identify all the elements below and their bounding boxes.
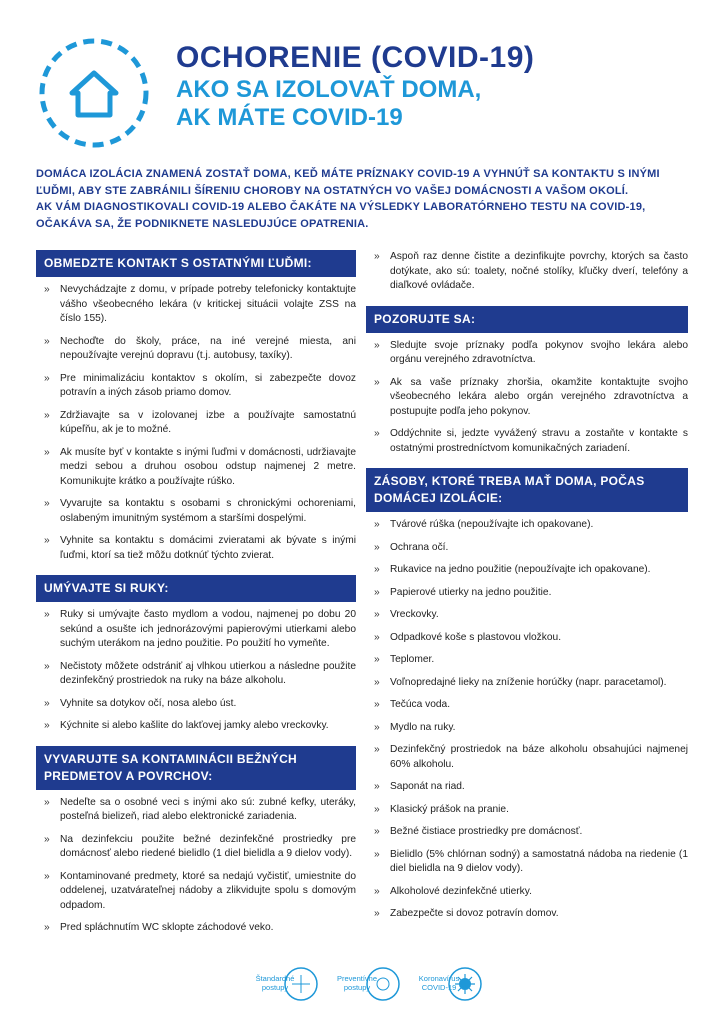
list-item: » Vyhnite sa dotykov očí, nosa alebo úst. [36,697,356,712]
list-item: » Zdržiavajte sa v izolovanej izbe a používajte samostatnú kúpeľňu, ak je to možné. [36,409,356,438]
list-item: » Ak sa vaše príznaky zhoršia, okamžite kontaktujte svojho všeobecného lekára alebo orgán verejného zdravotníctva a postupujte podľa jeho pokynov. [366,376,688,420]
intro [36,166,690,232]
list-item: » Bežné čistiace prostriedky pre domácnosť. [366,825,688,840]
section-heading: POZORUJTE SA: [366,306,688,333]
list-item: » Na dezinfekciu použite bežné dezinfekčné prostriedky pre domácnosť alebo riedené bielidlo (1 diel bielidla a 9 dielov vody). [36,833,356,862]
list-item: » Vreckovky. [366,608,688,623]
section-supplies [366,468,688,922]
footer-logo-label-line2: postupy [343,983,371,992]
list-item: » Dezinfekčný prostriedok na báze alkoholu obsahujúci najmenej 60% alkoholu. [366,743,688,772]
intro-paragraph: DOMÁCA IZOLÁCIA ZNAMENÁ ZOSTAŤ DOMA, KEĎ MÁTE PRÍZNAKY COVID-19 A VYHNÚŤ SA KONTAKTU S INÝMI ĽUĎMI, ABY STE ZABRÁNILI ŠÍRENIU CHOROBY NA OSTATNÝCH VO VAŠEJ DOMÁCNOSTI A VAŠOM OKOLÍ. [36,168,660,197]
list-item: » Tečúca voda. [366,698,688,713]
list-item: » Tvárové rúška (nepoužívajte ich opakovane). [366,518,688,533]
bullet-list [36,602,356,734]
list-item: » Teplomer. [366,653,688,668]
list-item: » Nechoďte do školy, práce, na iné verejné miesta, ani nepoužívajte verejnú dopravu (t.j. autobusy, taxíky). [36,335,356,364]
list-item: » Papierové utierky na jedno použitie. [366,586,688,601]
house-logo [36,35,152,151]
house-icon [36,35,152,151]
footer-logo-label [414,974,464,992]
page-subtitle-line2: AK MÁTE COVID-19 [176,104,403,131]
list-item: » Alkoholové dezinfekčné utierky. [366,885,688,900]
list-item: » Mydlo na ruky. [366,721,688,736]
bullet-list [366,333,688,457]
bullet-list [36,277,356,563]
bullet-list [366,512,688,922]
section-contamination-continued [366,250,688,294]
list-item: » Pred spláchnutím WC sklopte záchodové veko. [36,921,356,936]
title-block [176,40,696,132]
section-observe [366,306,688,457]
list-item: » Zabezpečte si dovoz potravín domov. [366,907,688,922]
footer-logo-covid [408,966,484,1002]
footer-logo-label-line2: postupy [261,983,289,992]
list-item: » Klasický prášok na pranie. [366,803,688,818]
list-item: » Odpadkové koše s plastovou vložkou. [366,631,688,646]
bullet-list [366,250,688,294]
list-item: » Ruky si umývajte často mydlom a vodou, najmenej po dobu 20 sekúnd a osušte ich jednorázovými papierovými utierkami alebo suchým uterákom na jedno použitie. Po použití ho vymeňte. [36,608,356,652]
page-title: OCHORENIE (COVID-19) [176,41,535,74]
list-item: » Pre minimalizáciu kontaktov s okolím, si zabezpečte dovoz potravín a iných zásob priamo domov. [36,372,356,401]
list-item: » Ochrana očí. [366,541,688,556]
list-item: » Kýchnite si alebo kašlite do lakťovej jamky alebo vreckovky. [36,719,356,734]
list-item: » Kontaminované predmety, ktoré sa nedajú vyčistiť, umiestnite do oddelenej, uzatvárateľnej nádoby a zlikvidujte spolu s domovým odpadom. [36,870,356,914]
list-item: » Nečistoty môžete odstrániť aj vlhkou utierkou a následne použite dezinfekčný prostriedok na ruky na báze alkoholu. [36,660,356,689]
footer-logos [244,966,484,1002]
list-item: » Ak musíte byť v kontakte s inými ľuďmi v domácnosti, udržiavajte medzi sebou a druhou osobou odstup najmenej 2 metre. Komunikujte krátko a používajte rúško. [36,446,356,490]
list-item: » Rukavice na jedno použitie (nepoužívajte ich opakovane). [366,563,688,578]
section-heading: ZÁSOBY, KTORÉ TREBA MAŤ DOMA, POČAS DOMÁCEJ IZOLÁCIE: [366,468,688,512]
page-subtitle-line1: AKO SA IZOLOVAŤ DOMA, [176,76,482,103]
list-item: » Oddýchnite si, jedzte vyvážený stravu a zostaňte v kontakte s ostatnými prostredníctvom komunikačných zariadení. [366,427,688,456]
footer-logo-label-line1: Štandardné [255,974,295,983]
list-item: » Voľnopredajné lieky na zníženie horúčky (napr. paracetamol). [366,676,688,691]
footer-logo-label [250,974,300,992]
footer-logo-preventive [326,966,402,1002]
section-contact [36,250,356,563]
list-item: » Vyvarujte sa kontaktu s osobami s chronickými ochoreniami, oslabeným imunitným systémom a staršími dospelými. [36,497,356,526]
list-item: » Nevychádzajte z domu, v prípade potreby telefonicky kontaktujte vášho všeobecného lekára (v kritickej situácii volajte ZSS na číslo 155). [36,283,356,327]
footer-logo-label-line1: Preventívne [336,974,378,983]
intro-paragraph: AK VÁM DIAGNOSTIKOVALI COVID-19 ALEBO ČAKÁTE NA VÝSLEDKY LABORATÓRNEHO TESTU NA COVID-19, OČAKÁVA SA, ŽE PODNIKNETE NASLEDUJÚCE OPATRENIA. [36,201,646,230]
section-heading: OBMEDZTE KONTAKT S OSTATNÝMI ĽUĎMI: [36,250,356,277]
footer-logo-label-line2: COVID-19 [421,983,457,992]
list-item: » Vyhnite sa kontaktu s domácimi zvieratami ak bývate s inými ľuďmi, ktorí sa tiež môžu dotknúť týchto zvierat. [36,534,356,563]
bullet-list [36,790,356,936]
section-heading: VYVARUJTE SA KONTAMINÁCII BEŽNÝCH PREDMETOV A POVRCHOV: [36,746,356,790]
list-item: » Aspoň raz denne čistite a dezinfikujte povrchy, ktorých sa často dotýkate, ako sú: toalety, nočné stolíky, kľučky dverí, telefóny a diaľkové ovládače. [366,250,688,294]
right-column [366,250,688,934]
list-item: » Sledujte svoje príznaky podľa pokynov svojho lekára alebo orgánu verejného zdravotníctva. [366,339,688,368]
list-item: » Saponát na riad. [366,780,688,795]
list-item: » Bielidlo (5% chlórnan sodný) a samostatná nádoba na riedenie (1 diel bielidla na 9 dielov vody). [366,848,688,877]
section-contamination [36,746,356,936]
section-hands [36,575,356,734]
footer-logo-label-line1: Koronavírus [418,974,460,983]
footer-logo-standard [244,966,320,1002]
footer-logo-label [332,974,382,992]
list-item: » Nedeľte sa o osobné veci s inými ako sú: zubné kefky, uteráky, posteľná bielizeň, riad alebo elektronické zariadenia. [36,796,356,825]
section-heading: UMÝVAJTE SI RUKY: [36,575,356,602]
left-column [36,250,356,948]
